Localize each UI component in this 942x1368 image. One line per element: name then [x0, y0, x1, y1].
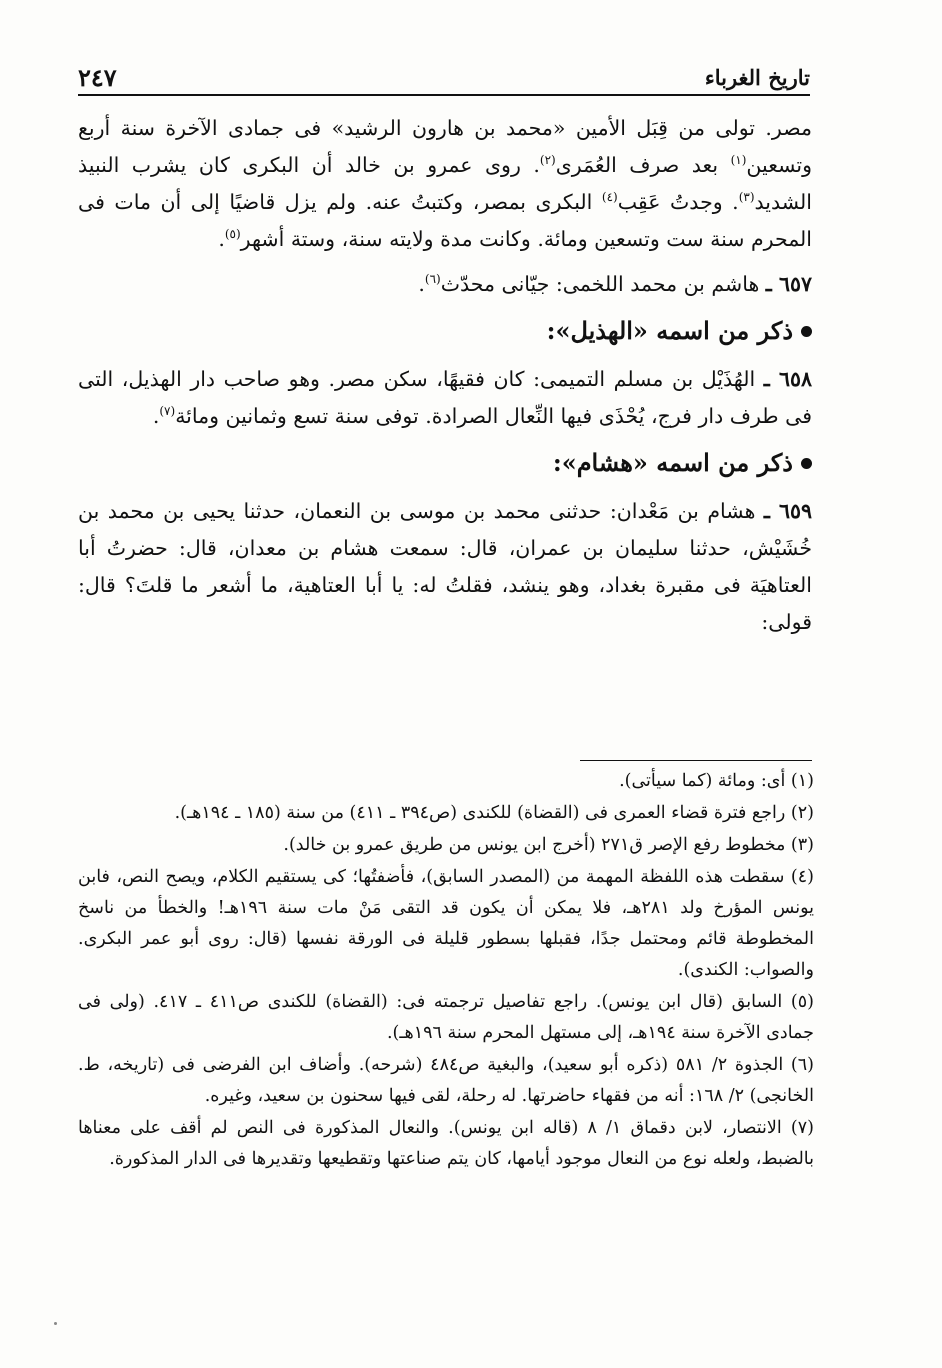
footnote-ref: (٦) — [424, 272, 441, 287]
footnote-1: (١) أى: ومائة (كما سيأتى). — [619, 771, 814, 791]
section-heading-text: ذكر من اسمه «هشام»: — [552, 448, 793, 477]
page-header — [78, 58, 810, 96]
footnote-ref: (٤) — [601, 190, 618, 205]
footnote-6: (٦) الجذوة ٢/ ٥٨١ (ذكره أبو سعيد)، والبغية ص٤٨٤ (شرحه). وأضاف ابن الفرضى فى (تاريخه، ط. الخانجى) ٢/ ١٦٨: أنه من فقهاء حاضرتها. له رحلة، لقى فيها سحنون بن سعيد، وغيره. — [78, 1055, 814, 1106]
text-run: الهُذَيْل بن مسلم التميمى: كان فقيهًا، سكن مصر. وهو صاحب دار الهذيل، التى فى طرف دار فرج، يُحْذَى فيها النِّعال الصرادة. توفى سنة تسع وثمانين ومائة — [78, 367, 812, 428]
entry-number: ٦٥٧ ـ — [765, 272, 812, 296]
footnote-divider — [580, 760, 812, 761]
footnote-5: (٥) السابق (قال ابن يونس). راجع تفاصيل ترجمته فى: (القضاة) للكندى ص٤١١ ـ ٤١٧. (ولى فى جمادى الآخرة سنة ١٩٤هـ، إلى مستهل المحرم سنة ١٩٦هـ). — [78, 992, 814, 1043]
footnote-ref: (٥) — [224, 227, 241, 242]
entry-number: ٦٥٩ ـ — [763, 499, 812, 523]
scan-speck — [54, 1322, 57, 1325]
footnote-ref: (١) — [730, 153, 747, 168]
footnote-ref: (٣) — [738, 190, 755, 205]
text-run: . وجدتُ عَقِب — [617, 190, 739, 214]
text-run: هشام بن مَعْدان: حدثنى محمد بن موسى بن النعمان، حدثنا يحيى بن محمد بن خُشَيْش، حدثنا سليمان بن عمران، قال: سمعت هشام بن معدان، قال: حضرتُ أبا العتاهيَة فى مقبرة بغداد، وهو ينشد، فقلتُ له: يا أبا العتاهية، ما أشعر ما قلتَ؟ قال: قولى: — [78, 499, 812, 634]
entry-number: ٦٥٨ ـ — [763, 367, 812, 391]
entry-658 — [78, 361, 812, 435]
footnote-4: (٤) سقطت هذه اللفظة المهمة من (المصدر السابق)، فأضفتُها؛ كى يستقيم الكلام، ويصح النص، فابن يونس المؤرخ ولد ٢٨١هـ، فلا يمكن أن يكون قد التقى مَنْ مات سنة ١٩٦هـ! والخطأ من ناسخ المخطوطة قائم ومحتمل جدًا، فقبلها بسطور قليلة فى الورقة نفسها (قال: روى أبو عمر البكرى. والصواب: الكندى). — [78, 867, 814, 980]
entry-657 — [78, 266, 812, 303]
text-run: . روى عمرو بن خالد أن البكرى كان يشرب النبيذ الشديد — [78, 153, 812, 214]
bullet-icon — [801, 458, 812, 469]
text-run: . — [218, 227, 225, 251]
section-heading-hisham — [78, 443, 812, 483]
text-run: البكرى بمصر، وكتبتُ عنه. ولم يزل قاضيًا إلى أن مات فى المحرم سنة ست وتسعين ومائة. وكانت مدة ولايته سنة، وستة أشهر — [78, 190, 812, 251]
text-run: مصر. تولى من قِبَل الأمين «محمد بن هارون الرشيد» فى جمادى الآخرة سنة أربع وتسعين — [78, 116, 812, 177]
running-title: تاريخ الغرباء — [704, 65, 810, 90]
footnote-2: (٢) راجع فترة قضاء العمرى فى (القضاة) للكندى (ص٣٩٤ ـ ٤١١) من سنة (١٨٥ ـ ١٩٤هـ). — [174, 803, 814, 823]
text-run: . — [152, 404, 160, 428]
text-run: . — [418, 272, 425, 296]
entry-659 — [78, 493, 812, 641]
bullet-icon — [801, 326, 812, 337]
footnote-ref: (٢) — [539, 153, 556, 168]
footnote-7: (٧) الانتصار، لابن دقماق ١/ ٨ (قاله ابن يونس). والنعال المذكورة فى النص لم أقف على معناها بالضبط، ولعله نوع من النعال موجود أيامها، كان يتم صناعتها وتقطيعها وتقديرها فى الدار المذكورة. — [78, 1118, 814, 1169]
page-number: ٢٤٧ — [78, 63, 117, 92]
section-heading-hudhayl — [78, 311, 812, 351]
section-heading-text: ذكر من اسمه «الهذيل»: — [546, 316, 793, 345]
text-run: هاشم بن محمد اللخمى: جيّانى محدّث — [440, 272, 766, 296]
main-text — [78, 110, 812, 649]
paragraph-continuation — [78, 110, 812, 258]
text-run: بعد صرف العُمَرى — [555, 153, 731, 177]
footnotes — [78, 766, 814, 1176]
footnote-ref: (٧) — [159, 404, 176, 419]
footnote-3: (٣) مخطوط رفع الإصر ق٢٧١ (أخرج ابن يونس من طريق عمرو بن خالد). — [283, 835, 814, 855]
